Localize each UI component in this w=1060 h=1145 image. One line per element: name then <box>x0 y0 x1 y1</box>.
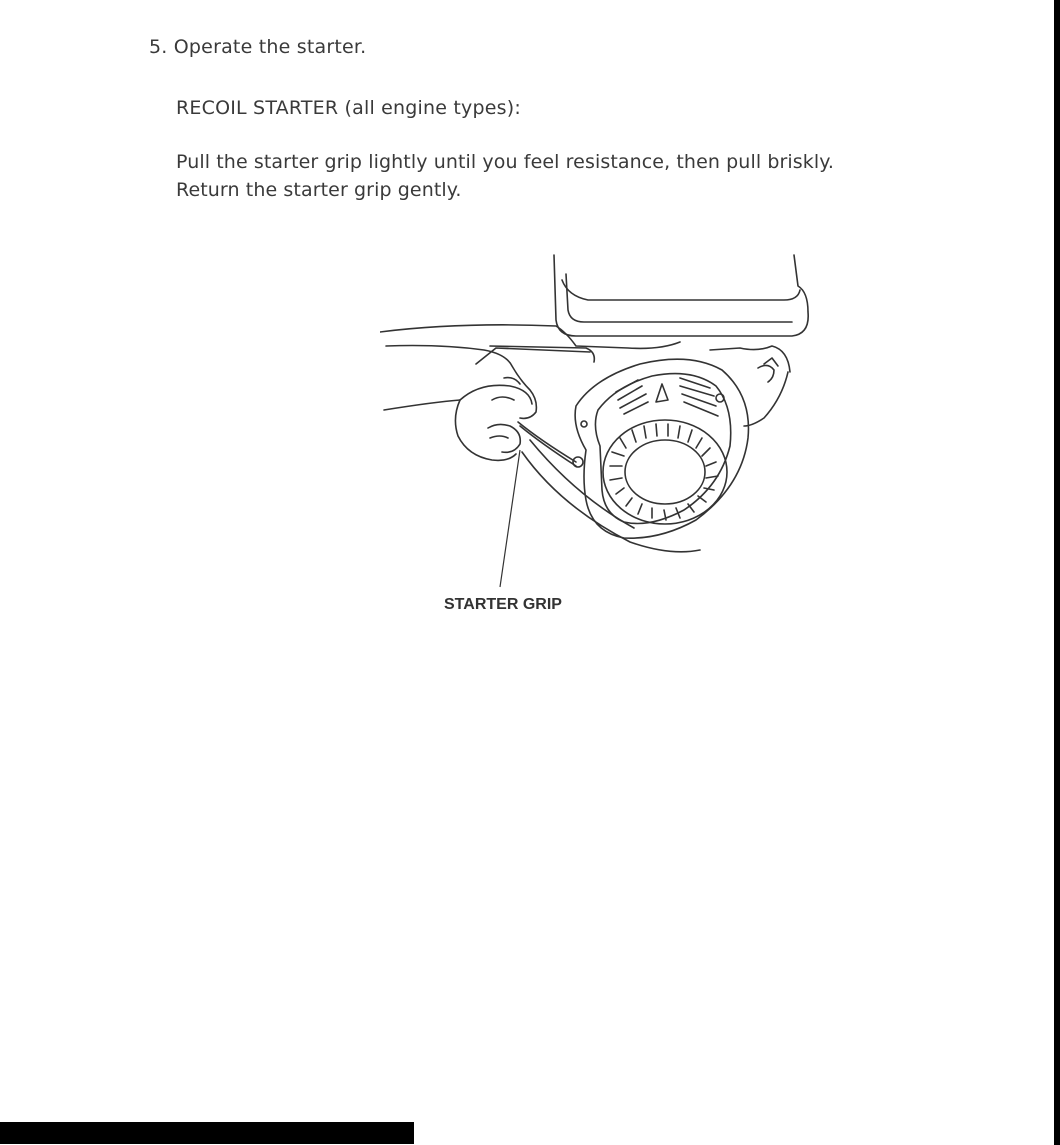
recoil-starter-illustration <box>380 250 820 560</box>
recoil-starter-housing <box>573 359 748 538</box>
hand-illustration <box>384 346 576 467</box>
starter-grip-label: STARTER GRIP <box>444 596 562 613</box>
instruction-line: Return the starter grip gently. <box>176 179 462 201</box>
footer-bar <box>0 1122 414 1144</box>
step-heading: 5. Operate the starter. <box>149 36 367 58</box>
instruction-paragraph <box>176 148 834 204</box>
page-edge-bar <box>1054 0 1060 1145</box>
sub-heading: RECOIL STARTER (all engine types): <box>176 97 521 119</box>
engine-shroud <box>380 325 790 552</box>
fuel-tank <box>554 255 808 336</box>
instruction-line: Pull the starter grip lightly until you feel resistance, then pull briskly. <box>176 151 835 173</box>
